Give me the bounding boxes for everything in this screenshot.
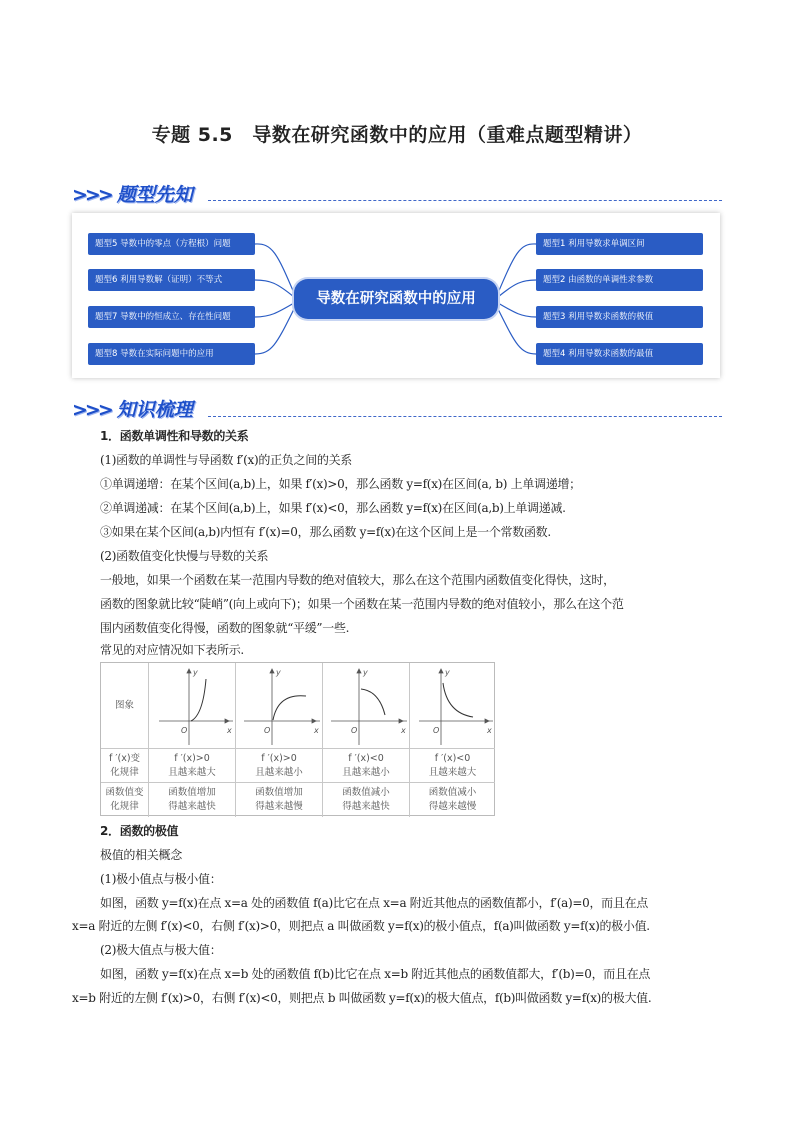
section-header-label: 题型先知 [116,184,193,206]
deriv-cell-1 [149,749,236,783]
derivative-table [100,662,495,816]
section-header-label: 知识梳理 [116,399,193,421]
deriv-cell-3 [323,749,410,783]
section-header-knowledge [72,395,193,422]
deriv-cell-4 [410,749,495,783]
paragraph: (2)函数值变化快慢与导数的关系 [100,549,269,563]
row-label-line: 化规律 [110,767,139,778]
deriv-sign: f ′(x)>0 [174,753,210,764]
paragraph: 一般地，如果一个函数在某一范围内导数的绝对值较大，那么在这个范围内函数值变化得快，这时， [100,573,615,587]
mindmap-topic-8: 题型8 导数在实际问题中的应用 [88,343,255,365]
paragraph: 如图，函数 y=f(x)在点 x=a 处的函数值 f(a)比它在点 x=a 附近其他点的函数值都小，f′(a)=0，而且在点 [100,896,648,910]
paragraph: (1)函数的单调性与导函数 f′(x)的正负之间的关系 [100,453,353,467]
row-label-derivative [101,749,149,783]
axis-x: x [486,726,492,735]
value-line: 函数值减小 [428,787,477,798]
mindmap-topic-3: 题型3 利用导数求函数的极值 [536,306,703,328]
axis-x: x [227,726,232,735]
graph-increasing-faster [149,663,235,748]
triple-arrow-icon: >>> [72,399,111,421]
row-label-graph: 图象 [101,663,149,749]
paragraph: ①单调递增：在某个区间(a,b)上，如果 f′(x)>0，那么函数 y=f(x)在区间(a, b) 上单调递增； [100,477,581,491]
graph-cell-1 [149,663,236,749]
graph-decreasing-slower [411,663,495,748]
value-line: 函数值增加 [168,787,216,798]
mindmap-topic-5: 题型5 导数中的零点（方程根）问题 [88,233,255,255]
mindmap-topic-2: 题型2 由函数的单调性求参数 [536,269,703,291]
axis-x: x [314,726,319,735]
mindmap-topic-1: 题型1 利用导数求单调区间 [536,233,703,255]
value-cell-2 [236,783,323,817]
row-label-line: 函数值变 [105,787,144,798]
value-line: 得越来越慢 [255,801,303,812]
axis-o: O [351,726,358,735]
graph-increasing-slower [236,663,322,748]
deriv-trend: 且越来越小 [255,767,303,778]
mindmap-topic-4: 题型4 利用导数求函数的最值 [536,343,703,365]
value-cell-1 [149,783,236,817]
paragraph: 函数的图象就比较“陡峭”(向上或向下)；如果一个函数在某一范围内导数的绝对值较小，那么在这个范 [100,597,624,611]
deriv-trend: 且越来越小 [342,767,390,778]
deriv-trend: 且越来越大 [168,767,216,778]
graph-cell-4 [410,663,495,749]
paragraph: x=a 附近的左侧 f′(x)<0，右侧 f′(x)>0，则把点 a 叫做函数 y=f(x)的极小值点，f(a)叫做函数 y=f(x)的极小值. [72,919,650,933]
section-divider [208,200,722,201]
mindmap-center: 导数在研究函数中的应用 [294,279,498,319]
axis-y: y [276,668,281,677]
axis-o: O [181,726,188,735]
deriv-sign: f ′(x)<0 [434,753,471,764]
graph-cell-2 [236,663,323,749]
deriv-sign: f ′(x)>0 [261,753,297,764]
value-line: 函数值增加 [255,787,303,798]
paragraph: 围内函数值变化得慢，函数的图象就“平缓”一些. [100,621,350,635]
triple-arrow-icon: >>> [72,184,111,206]
paragraph: ③如果在某个区间(a,b)内恒有 f′(x)=0，那么函数 y=f(x)在这个区间上是一个常数函数. [100,525,551,539]
axis-y: y [444,668,450,677]
mindmap-topic-6: 题型6 利用导数解（证明）不等式 [88,269,255,291]
heading-monotonicity: 1．函数单调性和导数的关系 [100,429,249,443]
value-line: 函数值减小 [342,787,390,798]
graph-cell-3 [323,663,410,749]
section-divider [208,416,722,417]
value-line: 得越来越快 [342,801,390,812]
paragraph: x=b 附近的左侧 f′(x)>0，右侧 f′(x)<0，则把点 b 叫做函数 y=f(x)的极大值点，f(b)叫做函数 y=f(x)的极大值. [72,991,652,1005]
paragraph: ②单调递减：在某个区间(a,b)上，如果 f′(x)<0，那么函数 y=f(x)在区间(a,b)上单调递减. [100,501,566,515]
mind-map [72,213,720,378]
value-line: 得越来越慢 [428,801,477,812]
value-line: 得越来越快 [168,801,216,812]
axis-y: y [363,668,368,677]
axis-y: y [193,668,198,677]
axis-o: O [264,726,271,735]
paragraph: 常见的对应情况如下表所示. [100,643,244,657]
deriv-trend: 且越来越大 [428,767,477,778]
mindmap-topic-7: 题型7 导数中的恒成立、存在性问题 [88,306,255,328]
row-label-line: 化规律 [110,801,139,812]
paragraph: 极值的相关概念 [100,848,182,862]
heading-extrema: 2．函数的极值 [100,824,179,838]
section-header-overview [72,180,193,207]
value-cell-3 [323,783,410,817]
paragraph: (2)极大值点与极大值： [100,943,222,957]
paragraph: (1)极小值点与极小值： [100,872,222,886]
graph-decreasing-faster [323,663,409,748]
row-label-value [101,783,149,817]
deriv-sign: f ′(x)<0 [348,753,384,764]
axis-o: O [432,726,439,735]
paragraph: 如图，函数 y=f(x)在点 x=b 处的函数值 f(b)比它在点 x=b 附近其他点的函数值都大，f′(b)=0，而且在点 [100,967,651,981]
row-label-line: f ′(x)变 [108,753,141,764]
deriv-cell-2 [236,749,323,783]
axis-x: x [401,726,406,735]
value-cell-4 [410,783,495,817]
page-title: 专题 5.5 导数在研究函数中的应用（重难点题型精讲） [151,124,643,146]
